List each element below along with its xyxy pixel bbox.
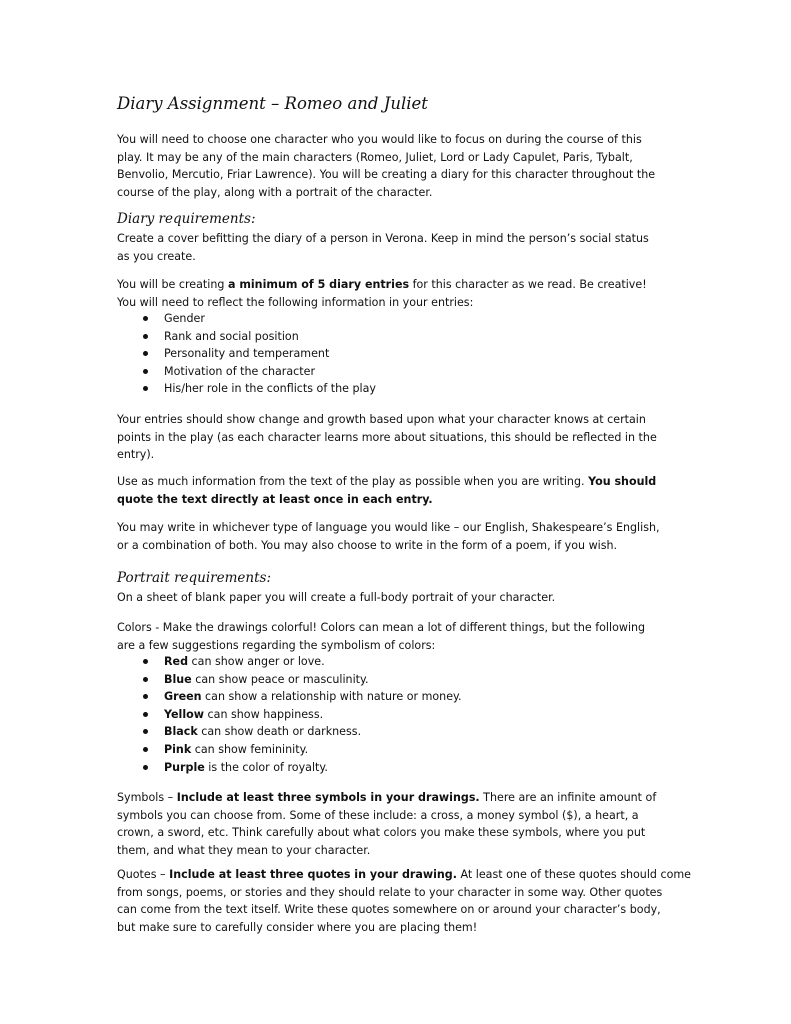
color-name: Blue [164, 672, 192, 686]
color-name: Green [164, 690, 202, 704]
intro-line: Benvolio, Mercutio, Friar Lawrence). You will be creating a diary for this character throughout the [117, 168, 656, 182]
list-item: Motivation of the character [117, 363, 677, 381]
quote-emphasis: You should [588, 475, 657, 488]
intro-line: You will need to choose one character who you would like to focus on during the course of this [117, 133, 642, 146]
symbols-line [117, 789, 677, 807]
symbols-line: symbols you can choose from. Some of these include: a cross, a money symbol ($), a heart, a [117, 808, 639, 822]
quotes-line [117, 866, 691, 884]
quote-line [117, 473, 677, 491]
diary-quote-paragraph [117, 473, 677, 508]
portrait-requirements-heading: Portrait requirements: [117, 570, 272, 586]
color-name: Black [164, 725, 198, 739]
quotes-line: from songs, poems, or stories and they should relate to your character in some way. Other quotes [117, 885, 663, 899]
portrait-colors-paragraph [117, 619, 677, 654]
color-name: Purple [164, 760, 205, 774]
diary-entries-paragraph [117, 276, 677, 311]
diary-language-paragraph [117, 519, 677, 554]
diary-info-list [117, 310, 677, 398]
quotes-line: can come from the text itself. Write these quotes somewhere on or around your character’s body, [117, 903, 661, 917]
entries-text-pre: You will be creating [117, 278, 228, 291]
quotes-label: Quotes – [117, 868, 170, 881]
language-line: or a combination of both. You may also choose to write in the form of a poem, if you wish. [117, 538, 618, 552]
color-desc: can show femininity. [191, 742, 309, 756]
diary-requirements-heading: Diary requirements: [117, 211, 256, 227]
colors-intro-line: are a few suggestions regarding the symbolism of colors: [117, 638, 436, 652]
portrait-sheet-paragraph [117, 589, 677, 607]
portrait-symbols-paragraph [117, 789, 677, 859]
list-item: Rank and social position [117, 328, 677, 346]
document-title: Diary Assignment – Romeo and Juliet [117, 94, 428, 113]
list-item [117, 723, 677, 741]
list-item: Personality and temperament [117, 345, 677, 363]
list-item [117, 671, 677, 689]
sheet-line: On a sheet of blank paper you will create a full-body portrait of your character. [117, 591, 556, 604]
list-item [117, 759, 677, 777]
language-line: You may write in whichever type of language you would like – our English, Shakespeare’s English, [117, 521, 660, 534]
color-desc: can show peace or masculinity. [191, 672, 369, 686]
symbols-line: crown, a sword, etc. Think carefully about what colors you make these symbols, where you put [117, 826, 646, 840]
growth-line: points in the play (as each character learns more about situations, this should be reflected in the [117, 430, 657, 444]
symbols-emphasis: Include at least three symbols in your drawings. [176, 791, 480, 804]
quotes-text-post: At least one of these quotes should come [456, 868, 691, 881]
color-desc: can show death or darkness. [197, 725, 362, 739]
symbols-label: Symbols – [117, 791, 177, 804]
entries-line: You will need to reflect the following information in your entries: [117, 295, 474, 309]
symbols-text-post: There are an infinite amount of [479, 791, 657, 804]
cover-line: as you create. [117, 249, 196, 263]
list-item: Gender [117, 310, 677, 328]
portrait-quotes-paragraph [117, 866, 691, 936]
color-desc: can show anger or love. [188, 655, 325, 668]
entries-minimum-emphasis: a minimum of 5 diary entries [227, 278, 410, 291]
symbols-line: them, and what they mean to your character. [117, 843, 371, 857]
cover-line: Create a cover befitting the diary of a person in Verona. Keep in mind the person’s social status [117, 232, 649, 245]
color-symbolism-list [117, 653, 677, 776]
color-name: Yellow [164, 707, 205, 721]
colors-intro-line: Colors - Make the drawings colorful! Colors can mean a lot of different things, but the following [117, 621, 646, 634]
quotes-line: but make sure to carefully consider where you are placing them! [117, 920, 478, 934]
color-name: Red [164, 655, 189, 668]
growth-line: entry). [117, 448, 155, 462]
color-name: Pink [164, 742, 192, 756]
quote-text-pre: Use as much information from the text of the play as possible when you are writing. [117, 475, 589, 488]
diary-cover-paragraph [117, 230, 677, 265]
intro-line: course of the play, along with a portrait of the character. [117, 185, 433, 199]
list-item [117, 741, 677, 759]
intro-paragraph [117, 131, 677, 201]
entries-line [117, 276, 677, 294]
list-item [117, 688, 677, 706]
entries-text-post: for this character as we read. Be creative! [409, 278, 647, 291]
diary-growth-paragraph [117, 411, 677, 464]
intro-line: play. It may be any of the main characters (Romeo, Juliet, Lord or Lady Capulet, Paris, Tybalt, [117, 150, 633, 164]
list-item: His/her role in the conflicts of the play [117, 380, 677, 398]
color-desc: can show happiness. [204, 707, 324, 721]
color-desc: can show a relationship with nature or money. [201, 690, 462, 704]
list-item [117, 706, 677, 724]
list-item [117, 653, 677, 671]
growth-line: Your entries should show change and growth based upon what your character knows at certain [117, 413, 646, 426]
quote-emphasis-line: quote the text directly at least once in each entry. [117, 492, 433, 506]
quotes-emphasis: Include at least three quotes in your drawing. [169, 868, 457, 881]
color-desc: is the color of royalty. [204, 760, 328, 774]
